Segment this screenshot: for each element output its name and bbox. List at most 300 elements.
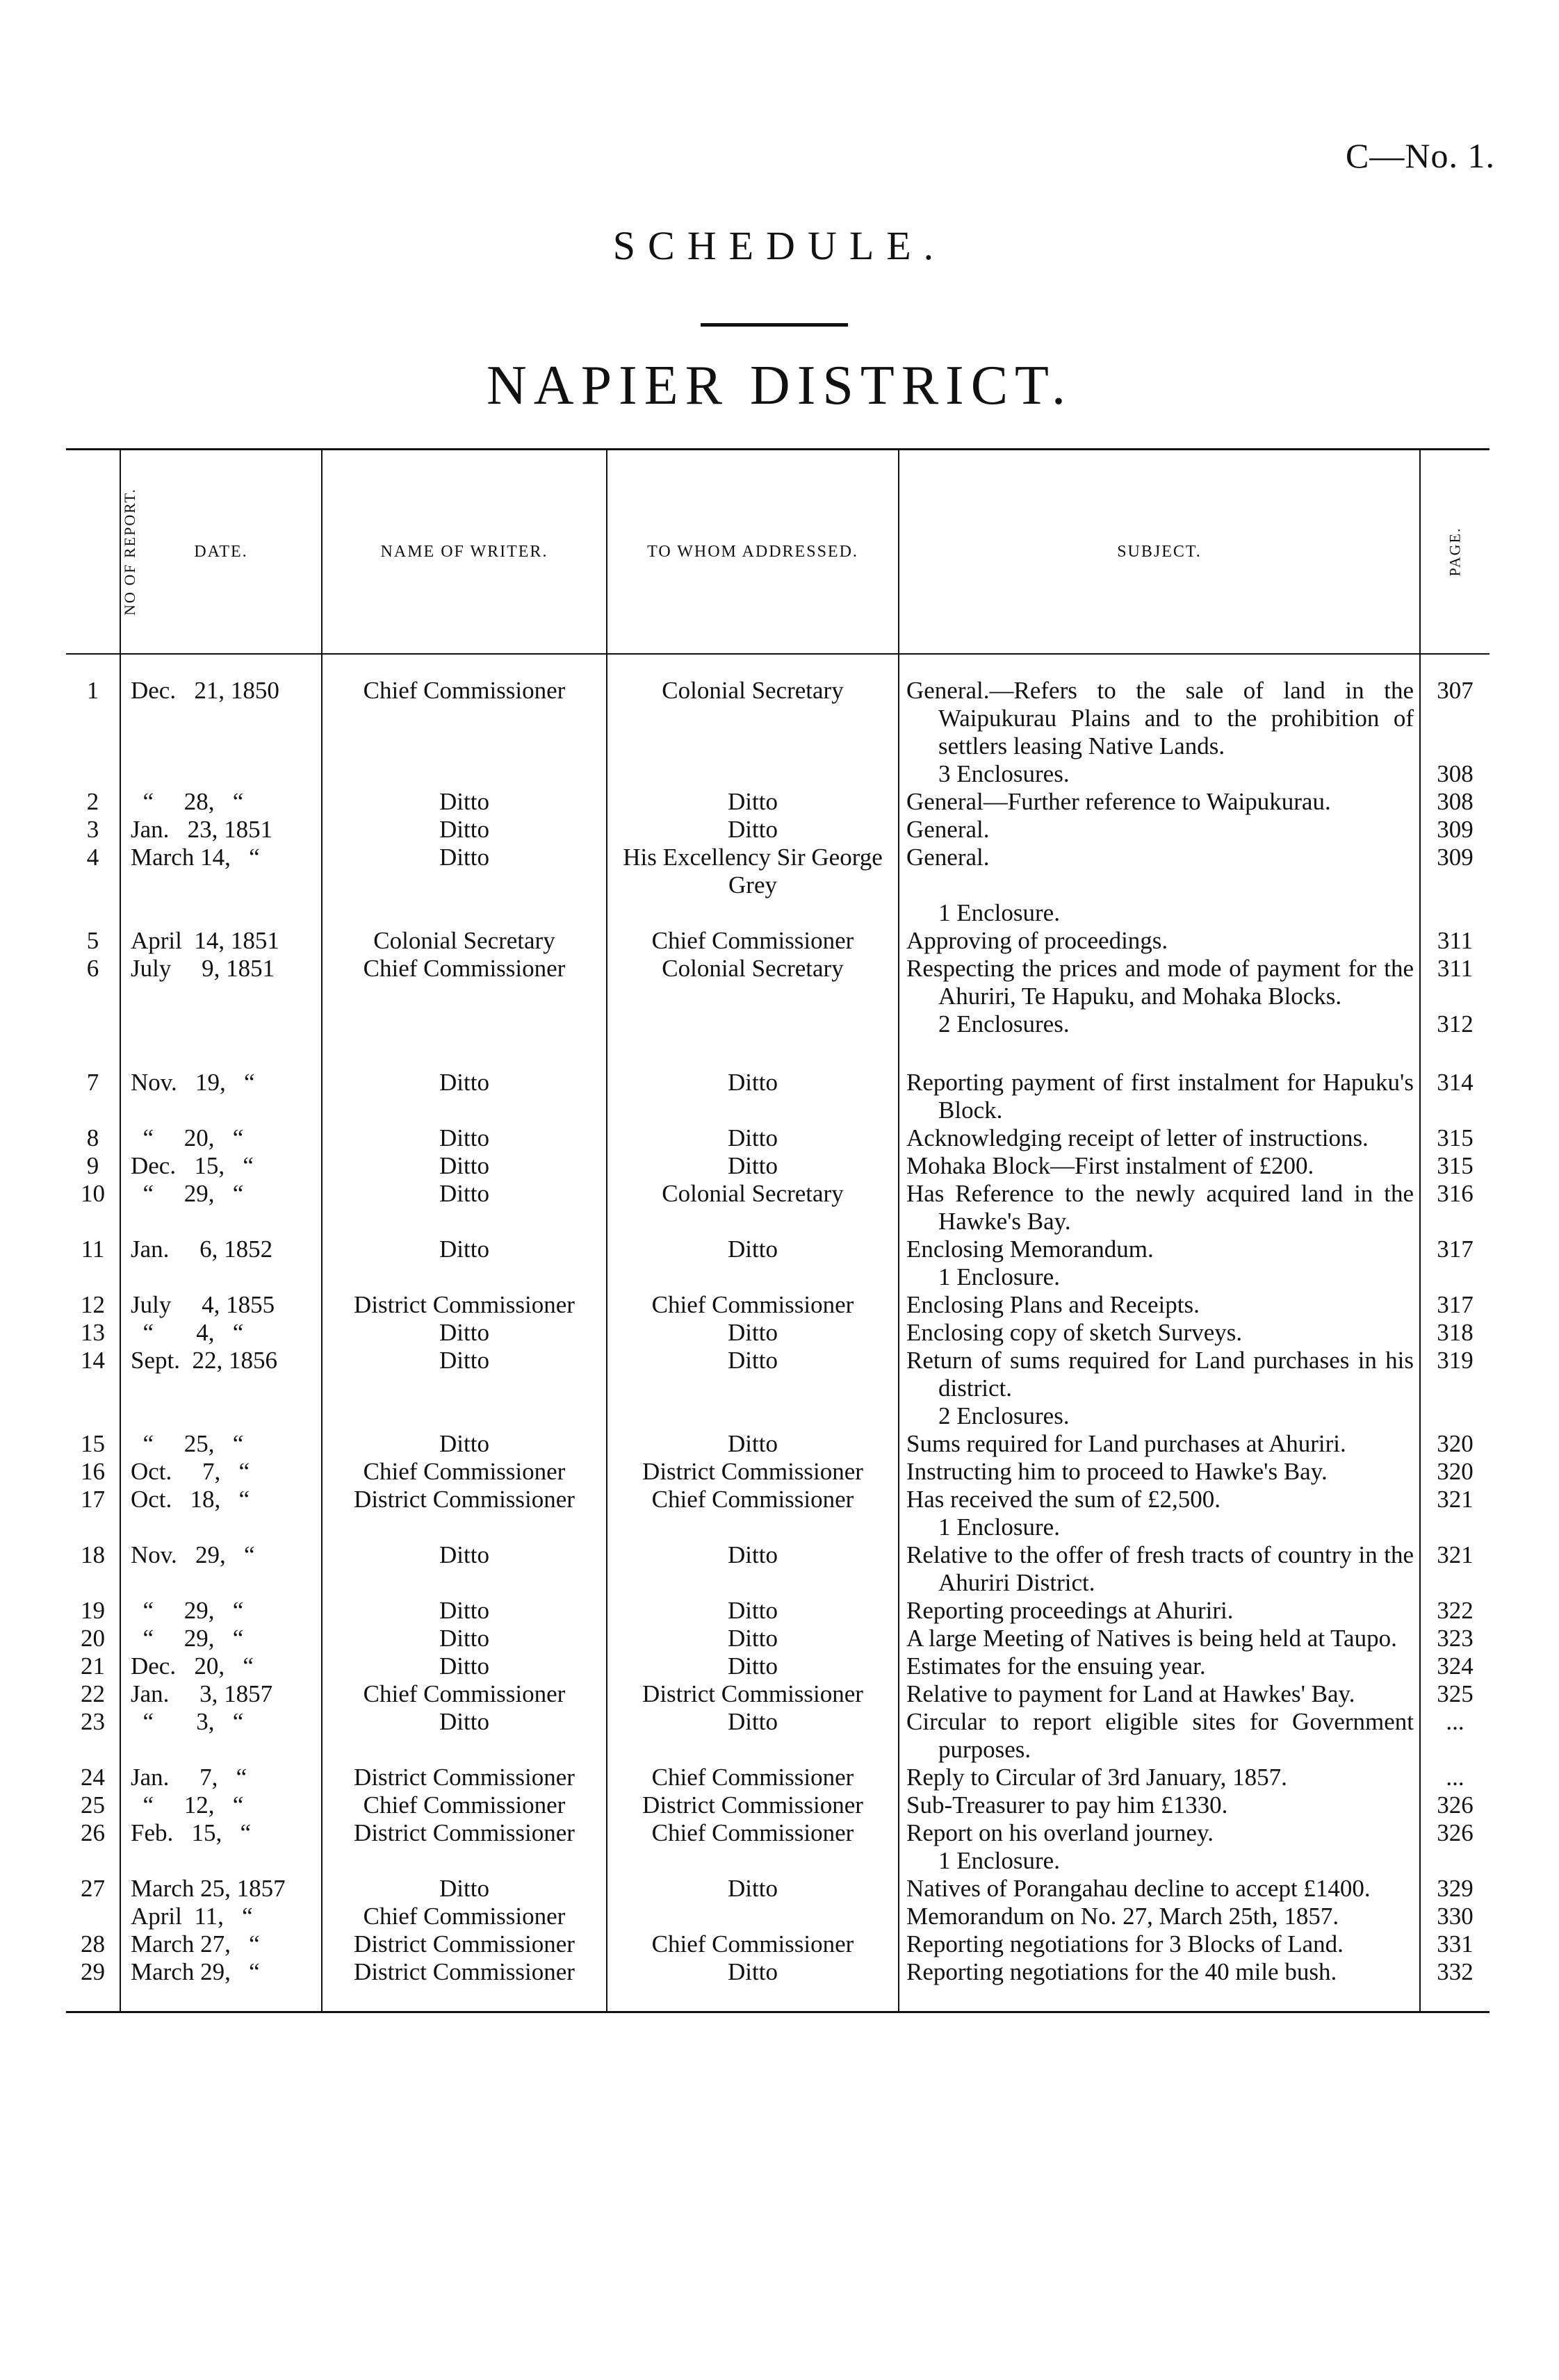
addressed-cell: District Commissioner <box>607 1458 899 1486</box>
addressed-cell: Chief Commissioner <box>607 1819 899 1847</box>
subject-text: Reporting proceedings at Ahuriri. <box>906 1597 1234 1624</box>
writer-cell: District Commissioner <box>322 1764 607 1791</box>
subject-cell <box>899 1680 1420 1708</box>
subject-cell <box>899 1486 1420 1513</box>
table-row <box>66 1791 1489 1819</box>
report-no-cell: 29 <box>66 1958 120 2012</box>
table-row <box>66 955 1489 1010</box>
page-cell: 308 <box>1420 760 1489 788</box>
report-no-cell: 10 <box>81 1180 105 1207</box>
subject-text: 1 Enclosure. <box>938 1263 1060 1290</box>
writer-cell: Ditto <box>322 1625 607 1652</box>
addressed-cell: Ditto <box>607 1236 899 1263</box>
page-cell: 309 <box>1420 816 1489 844</box>
subject-text: Sums required for Land purchases at Ahuriri. <box>906 1430 1346 1457</box>
district-heading: NAPIER DISTRICT. <box>487 355 1072 416</box>
subject-text: General. <box>906 816 990 843</box>
report-no-cell <box>66 1402 120 1430</box>
subject-text: Circular to report eligible sites for Government purposes. <box>906 1708 1414 1763</box>
page-cell: 332 <box>1420 1958 1489 2012</box>
subject-cell <box>899 1875 1420 1903</box>
report-no-cell: 16 <box>81 1458 105 1485</box>
writer-cell: Ditto <box>322 1430 607 1458</box>
date-cell: March 14, “ <box>120 844 322 899</box>
page-cell: 326 <box>1420 1791 1489 1819</box>
writer-cell: Ditto <box>322 816 607 844</box>
table-body <box>66 654 1489 2012</box>
subject-text: Enclosing Memorandum. <box>906 1236 1154 1263</box>
addressed-cell: Ditto <box>607 1652 899 1680</box>
subject-cell <box>899 1180 1420 1236</box>
addressed-cell: Ditto <box>607 1541 899 1597</box>
page-cell: 317 <box>1420 1291 1489 1319</box>
report-no-cell: 9 <box>86 1152 99 1179</box>
table-row <box>66 654 1489 760</box>
subject-cell <box>899 654 1420 760</box>
date-cell: Jan. 23, 1851 <box>120 816 322 844</box>
writer-cell: Ditto <box>322 1180 607 1236</box>
table-row <box>66 1291 1489 1319</box>
date-cell: March 27, “ <box>120 1930 322 1958</box>
writer-cell <box>322 899 607 927</box>
writer-cell: Ditto <box>322 1319 607 1347</box>
table-row <box>66 1402 1489 1430</box>
page-cell <box>1420 1263 1489 1291</box>
schedule-heading: SCHEDULE. <box>612 223 947 268</box>
subject-text: 3 Enclosures. <box>938 760 1070 787</box>
addressed-cell: District Commissioner <box>607 1791 899 1819</box>
report-no-cell: 1 <box>86 677 99 704</box>
addressed-cell: Ditto <box>607 1875 899 1903</box>
report-no-cell: 13 <box>81 1319 105 1346</box>
date-cell: Oct. 7, “ <box>120 1458 322 1486</box>
subject-text: Reporting negotiations for 3 Blocks of Land. <box>906 1930 1344 1958</box>
subject-text: Report on his overland journey. <box>906 1819 1214 1846</box>
header-report-no: NO OF REPORT. <box>66 450 120 655</box>
page-cell: 311 <box>1420 927 1489 955</box>
writer-cell: Ditto <box>322 1708 607 1764</box>
table-row <box>66 1010 1489 1038</box>
subject-text: Relative to the offer of fresh tracts of country in the Ahuriri District. <box>906 1541 1414 1596</box>
report-no-cell: 12 <box>81 1291 105 1318</box>
subject-cell <box>899 1847 1420 1875</box>
addressed-cell: Chief Commissioner <box>607 1930 899 1958</box>
page-cell: 315 <box>1420 1152 1489 1180</box>
table-row <box>66 1708 1489 1764</box>
report-no-cell: 18 <box>81 1541 105 1568</box>
table-row <box>66 1903 1489 1930</box>
writer-cell: District Commissioner <box>322 1819 607 1847</box>
addressed-cell <box>607 899 899 927</box>
table-row <box>66 788 1489 816</box>
page-cell: 321 <box>1420 1541 1489 1597</box>
subject-text: 1 Enclosure. <box>938 1513 1060 1541</box>
subject-cell <box>899 1402 1420 1430</box>
addressed-cell: His Excellency Sir George Grey <box>607 844 899 899</box>
subject-cell <box>899 1541 1420 1597</box>
writer-cell: Chief Commissioner <box>322 654 607 760</box>
report-no-cell: 23 <box>81 1708 105 1735</box>
header-writer: NAME OF WRITER. <box>322 450 607 655</box>
addressed-cell: Chief Commissioner <box>607 927 899 955</box>
writer-cell <box>322 1010 607 1038</box>
writer-cell: Ditto <box>322 1875 607 1903</box>
table-row <box>66 1819 1489 1847</box>
addressed-cell: Ditto <box>607 788 899 816</box>
date-cell: Dec. 20, “ <box>120 1652 322 1680</box>
report-no-cell: 22 <box>81 1680 105 1707</box>
page-cell: 326 <box>1420 1819 1489 1847</box>
table-row <box>66 927 1489 955</box>
page-cell <box>1420 1847 1489 1875</box>
page-identifier: C—No. 1. <box>1346 136 1495 175</box>
addressed-cell <box>607 760 899 788</box>
addressed-cell: Chief Commissioner <box>607 1764 899 1791</box>
page-cell: 320 <box>1420 1430 1489 1458</box>
date-cell: “ 29, “ <box>120 1625 322 1652</box>
page-cell: 318 <box>1420 1319 1489 1347</box>
subject-cell <box>899 1263 1420 1291</box>
table-row <box>66 1652 1489 1680</box>
page-cell: 312 <box>1420 1010 1489 1038</box>
subject-text: General. <box>906 844 990 871</box>
addressed-cell <box>607 1847 899 1875</box>
table-row <box>66 899 1489 927</box>
subject-cell <box>899 1347 1420 1402</box>
addressed-cell: Colonial Secretary <box>607 1180 899 1236</box>
report-no-cell: 5 <box>86 927 99 954</box>
subject-text: Instructing him to proceed to Hawke's Bay. <box>906 1458 1328 1485</box>
date-cell: April 11, “ <box>120 1903 322 1930</box>
report-no-cell: 4 <box>86 844 99 871</box>
table-row <box>66 1625 1489 1652</box>
date-cell: “ 29, “ <box>120 1180 322 1236</box>
addressed-cell: Ditto <box>607 1038 899 1124</box>
subject-text: Approving of proceedings. <box>906 927 1168 954</box>
date-cell: Dec. 21, 1850 <box>120 654 322 760</box>
table-row <box>66 1875 1489 1903</box>
writer-cell: Ditto <box>322 788 607 816</box>
table-row <box>66 1124 1489 1152</box>
date-cell: “ 29, “ <box>120 1597 322 1625</box>
page-cell: 311 <box>1420 955 1489 1010</box>
page-cell: 317 <box>1420 1236 1489 1263</box>
writer-cell: Ditto <box>322 1038 607 1124</box>
writer-cell: Ditto <box>322 1124 607 1152</box>
report-no-cell <box>66 1010 120 1038</box>
addressed-cell: Ditto <box>607 1430 899 1458</box>
writer-cell: Ditto <box>322 1541 607 1597</box>
writer-cell <box>322 760 607 788</box>
subject-cell <box>899 1038 1420 1124</box>
date-cell: Jan. 6, 1852 <box>120 1236 322 1263</box>
date-cell: Feb. 15, “ <box>120 1819 322 1847</box>
page-cell <box>1420 1402 1489 1430</box>
subject-cell <box>899 899 1420 927</box>
subject-cell <box>899 1010 1420 1038</box>
header-page: PAGE. <box>1420 450 1489 655</box>
table-row <box>66 1038 1489 1124</box>
date-cell: March 25, 1857 <box>120 1875 322 1903</box>
date-cell: April 14, 1851 <box>120 927 322 955</box>
subject-text: Respecting the prices and mode of payment for the Ahuriri, Te Hapuku, and Mohaka Blocks. <box>906 955 1414 1010</box>
report-no-cell: 8 <box>86 1124 99 1151</box>
date-cell <box>120 1847 322 1875</box>
date-cell <box>120 760 322 788</box>
addressed-cell <box>607 1513 899 1541</box>
subject-cell <box>899 955 1420 1010</box>
table-row <box>66 1958 1489 2012</box>
subject-cell <box>899 1625 1420 1652</box>
table-row <box>66 1764 1489 1791</box>
header-date: DATE. <box>120 450 322 655</box>
date-cell: July 4, 1855 <box>120 1291 322 1319</box>
date-cell: Sept. 22, 1856 <box>120 1347 322 1402</box>
subject-text: Reporting payment of first instalment for Hapuku's Block. <box>906 1069 1414 1124</box>
writer-cell: Ditto <box>322 844 607 899</box>
subject-text: General—Further reference to Waipukurau. <box>906 788 1331 815</box>
subject-cell <box>899 1791 1420 1819</box>
page-cell: 319 <box>1420 1347 1489 1402</box>
report-no-cell <box>66 1513 120 1541</box>
writer-cell: District Commissioner <box>322 1486 607 1513</box>
page-cell: 331 <box>1420 1930 1489 1958</box>
subject-text: Reporting negotiations for the 40 mile bush. <box>906 1958 1337 1985</box>
report-no-cell <box>66 1847 120 1875</box>
subject-cell <box>899 1430 1420 1458</box>
subject-cell <box>899 760 1420 788</box>
subject-cell <box>899 1903 1420 1930</box>
subject-text: Sub-Treasurer to pay him £1330. <box>906 1791 1228 1819</box>
subject-cell <box>899 816 1420 844</box>
writer-cell <box>322 1263 607 1291</box>
addressed-cell: Ditto <box>607 1597 899 1625</box>
table-row <box>66 1152 1489 1180</box>
subject-cell <box>899 1319 1420 1347</box>
addressed-cell: Colonial Secretary <box>607 654 899 760</box>
subject-text: Reply to Circular of 3rd January, 1857. <box>906 1764 1287 1791</box>
writer-cell: Colonial Secretary <box>322 927 607 955</box>
schedule-table <box>66 448 1489 2013</box>
addressed-cell: Colonial Secretary <box>607 955 899 1010</box>
table-row <box>66 1597 1489 1625</box>
subject-text: General.—Refers to the sale of land in the Waipukurau Plains and to the prohibition of settlers leasing Native Lands. <box>906 677 1414 760</box>
page-cell: 330 <box>1420 1903 1489 1930</box>
writer-cell <box>322 1513 607 1541</box>
report-no-cell: 27 <box>81 1875 105 1902</box>
date-cell: Jan. 3, 1857 <box>120 1680 322 1708</box>
subject-cell <box>899 1764 1420 1791</box>
subject-cell <box>899 788 1420 816</box>
subject-text: 1 Enclosure. <box>938 899 1060 926</box>
subject-text: Has received the sum of £2,500. <box>906 1486 1221 1513</box>
date-cell: Dec. 15, “ <box>120 1152 322 1180</box>
page-cell: 316 <box>1420 1180 1489 1236</box>
subject-cell <box>899 1124 1420 1152</box>
report-no-cell: 26 <box>81 1819 105 1846</box>
subject-cell <box>899 1597 1420 1625</box>
date-cell: “ 12, “ <box>120 1791 322 1819</box>
writer-cell: Ditto <box>322 1152 607 1180</box>
report-no-cell <box>66 1903 120 1930</box>
report-no-cell: 20 <box>81 1625 105 1652</box>
report-no-cell: 19 <box>81 1597 105 1624</box>
date-cell <box>120 1263 322 1291</box>
subject-text: Memorandum on No. 27, March 25th, 1857. <box>906 1903 1339 1930</box>
table-row <box>66 1236 1489 1263</box>
writer-cell: Ditto <box>322 1652 607 1680</box>
date-cell: “ 3, “ <box>120 1708 322 1764</box>
date-cell: Oct. 18, “ <box>120 1486 322 1513</box>
table-row <box>66 1847 1489 1875</box>
date-cell: Jan. 7, “ <box>120 1764 322 1791</box>
writer-cell: District Commissioner <box>322 1291 607 1319</box>
addressed-cell: Ditto <box>607 1625 899 1652</box>
report-no-cell: 28 <box>81 1930 105 1958</box>
subject-text: Enclosing Plans and Receipts. <box>906 1291 1200 1318</box>
date-cell: “ 25, “ <box>120 1430 322 1458</box>
writer-cell: District Commissioner <box>322 1930 607 1958</box>
subject-cell <box>899 1291 1420 1319</box>
addressed-cell: Ditto <box>607 816 899 844</box>
table-row <box>66 1180 1489 1236</box>
subject-cell <box>899 1513 1420 1541</box>
date-cell: “ 20, “ <box>120 1124 322 1152</box>
table-row <box>66 1458 1489 1486</box>
page-cell: 314 <box>1420 1038 1489 1124</box>
page-cell: ... <box>1420 1708 1489 1764</box>
date-cell: Nov. 29, “ <box>120 1541 322 1597</box>
subject-text: Return of sums required for Land purchases in his district. <box>906 1347 1414 1402</box>
subject-text: Relative to payment for Land at Hawkes' Bay. <box>906 1680 1355 1707</box>
addressed-cell <box>607 1903 899 1930</box>
date-cell: “ 28, “ <box>120 788 322 816</box>
addressed-cell: Chief Commissioner <box>607 1486 899 1513</box>
page-cell <box>1420 1513 1489 1541</box>
writer-cell: Chief Commissioner <box>322 1680 607 1708</box>
page-cell: 308 <box>1420 788 1489 816</box>
report-no-cell: 7 <box>86 1069 99 1096</box>
subject-text: 2 Enclosures. <box>938 1402 1070 1429</box>
report-no-cell: 11 <box>81 1236 105 1263</box>
writer-cell: Ditto <box>322 1236 607 1263</box>
addressed-cell <box>607 1263 899 1291</box>
header-addressed: TO WHOM ADDRESSED. <box>607 450 899 655</box>
page-cell: 324 <box>1420 1652 1489 1680</box>
writer-cell: Chief Commissioner <box>322 955 607 1010</box>
page-cell: 322 <box>1420 1597 1489 1625</box>
date-cell: July 9, 1851 <box>120 955 322 1010</box>
addressed-cell: Ditto <box>607 1124 899 1152</box>
table-row <box>66 1263 1489 1291</box>
report-no-cell: 2 <box>86 788 99 815</box>
writer-cell: Ditto <box>322 1597 607 1625</box>
date-cell: “ 4, “ <box>120 1319 322 1347</box>
report-no-cell <box>66 1263 120 1291</box>
table-row <box>66 760 1489 788</box>
addressed-cell: Ditto <box>607 1319 899 1347</box>
report-no-cell: 21 <box>81 1652 105 1680</box>
report-no-cell: 14 <box>81 1347 105 1374</box>
addressed-cell: Ditto <box>607 1152 899 1180</box>
addressed-cell: Ditto <box>607 1708 899 1764</box>
table-row <box>66 1486 1489 1513</box>
subject-cell <box>899 1819 1420 1847</box>
subject-text: Acknowledging receipt of letter of instructions. <box>906 1124 1369 1151</box>
writer-cell: Chief Commissioner <box>322 1903 607 1930</box>
addressed-cell <box>607 1010 899 1038</box>
table-row <box>66 1930 1489 1958</box>
table-row <box>66 1680 1489 1708</box>
page-cell: 321 <box>1420 1486 1489 1513</box>
subject-text: Has Reference to the newly acquired land in the Hawke's Bay. <box>906 1180 1414 1235</box>
date-cell: March 29, “ <box>120 1958 322 2012</box>
report-no-cell: 15 <box>81 1430 105 1457</box>
writer-cell <box>322 1402 607 1430</box>
heading-divider <box>701 323 848 327</box>
subject-cell <box>899 1930 1420 1958</box>
addressed-cell: Ditto <box>607 1347 899 1402</box>
addressed-cell <box>607 1402 899 1430</box>
page-cell <box>1420 899 1489 927</box>
page-cell: 329 <box>1420 1875 1489 1903</box>
table-row <box>66 816 1489 844</box>
subject-cell <box>899 1958 1420 2012</box>
table-row <box>66 1541 1489 1597</box>
subject-cell <box>899 1458 1420 1486</box>
table-row <box>66 1430 1489 1458</box>
report-no-cell: 6 <box>86 955 99 982</box>
subject-text: 2 Enclosures. <box>938 1010 1070 1037</box>
writer-cell <box>322 1847 607 1875</box>
subject-text: A large Meeting of Natives is being held at Taupo. <box>906 1625 1397 1652</box>
report-no-cell <box>66 899 120 927</box>
subject-cell <box>899 927 1420 955</box>
writer-cell: Ditto <box>322 1347 607 1402</box>
page-cell: ... <box>1420 1764 1489 1791</box>
page-cell: 320 <box>1420 1458 1489 1486</box>
date-cell <box>120 899 322 927</box>
subject-cell <box>899 844 1420 899</box>
writer-cell: Chief Commissioner <box>322 1458 607 1486</box>
page-cell: 325 <box>1420 1680 1489 1708</box>
writer-cell: District Commissioner <box>322 1958 607 2012</box>
page-cell: 309 <box>1420 844 1489 899</box>
addressed-cell: Ditto <box>607 1958 899 2012</box>
table-row <box>66 1347 1489 1402</box>
date-cell: Nov. 19, “ <box>120 1038 322 1124</box>
writer-cell: Chief Commissioner <box>322 1791 607 1819</box>
date-cell <box>120 1513 322 1541</box>
date-cell <box>120 1402 322 1430</box>
subject-text: Natives of Porangahau decline to accept £1400. <box>906 1875 1371 1902</box>
report-no-cell: 3 <box>86 816 99 843</box>
addressed-cell: District Commissioner <box>607 1680 899 1708</box>
page-cell: 323 <box>1420 1625 1489 1652</box>
subject-text: Estimates for the ensuing year. <box>906 1652 1206 1680</box>
table-row <box>66 1513 1489 1541</box>
table-row <box>66 844 1489 899</box>
report-no-cell: 17 <box>81 1486 105 1513</box>
subject-cell <box>899 1152 1420 1180</box>
report-no-cell: 24 <box>81 1764 105 1791</box>
subject-cell <box>899 1708 1420 1764</box>
table-header-row <box>66 450 1489 655</box>
page-cell: 307 <box>1420 654 1489 760</box>
subject-text: Mohaka Block—First instalment of £200. <box>906 1152 1314 1179</box>
subject-text: 1 Enclosure. <box>938 1847 1060 1874</box>
page-cell: 315 <box>1420 1124 1489 1152</box>
